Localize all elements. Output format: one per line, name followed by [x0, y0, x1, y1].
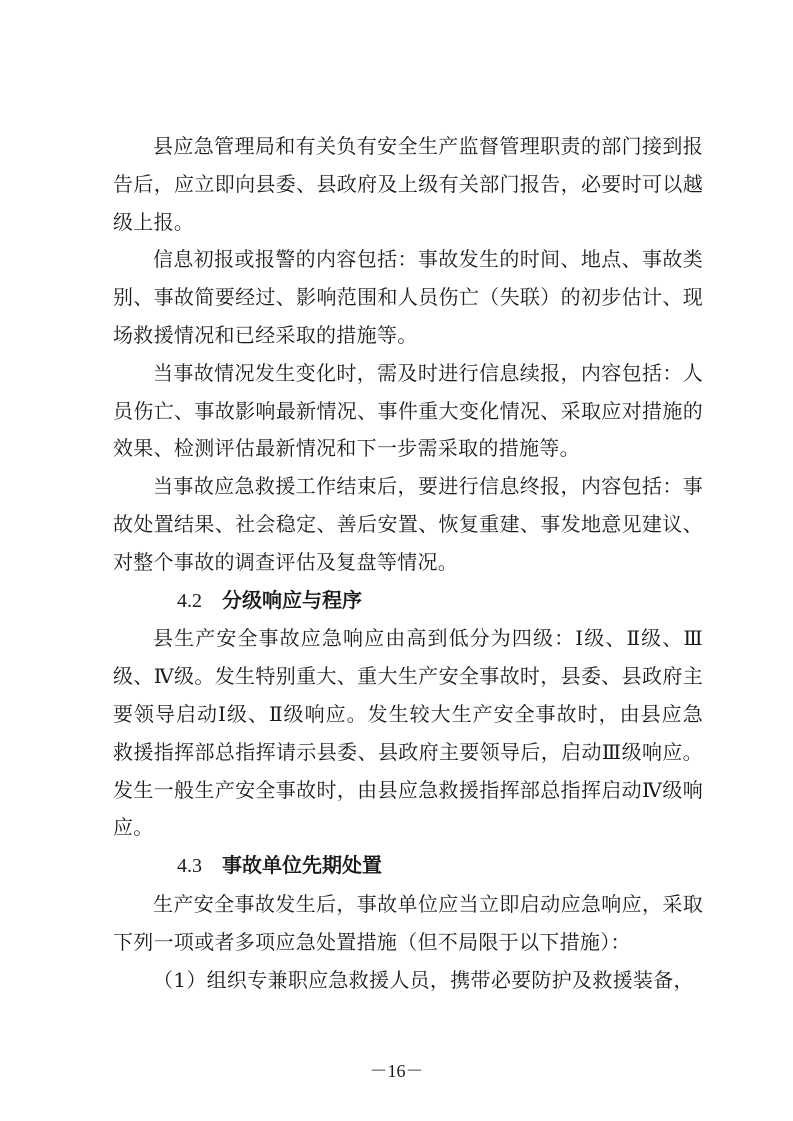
section-number: 4.2 [177, 589, 202, 612]
paragraph-follow-up-report: 当事故情况发生变化时，需及时进行信息续报，内容包括：人员伤亡、事故影响最新情况、事件重大变化情况、采取应对措施的效果、检测评估最新情况和下一步需采取的措施等。 [113, 360, 703, 461]
section-number: 4.3 [177, 855, 202, 878]
paragraph-report-escalation: 县应急管理局和有关负有安全生产监督管理职责的部门接到报告后，应立即向县委、县政府及上级有关部门报告，必要时可以越级上报。 [113, 134, 703, 234]
paragraph-initial-disposal: 生产安全事故发生后，事故单位应当立即启动应急响应，采取下列一项或者多项应急处置措施（但不局限于以下措施）： [113, 891, 703, 954]
section-title: 事故单位先期处置 [222, 853, 382, 878]
page-number: －16－ [369, 1061, 424, 1081]
section-heading-4-3 [113, 847, 703, 886]
body-text [113, 128, 703, 999]
section-title: 分级响应与程序 [222, 587, 362, 612]
paragraph-initial-report: 信息初报或报警的内容包括：事故发生的时间、地点、事故类别、事故简要经过、影响范围和人员伤亡（失联）的初步估计、现场救援情况和已经采取的措施等。 [113, 247, 703, 347]
paragraph-final-report: 当事故应急救援工作结束后，要进行信息终报，内容包括：事故处置结果、社会稳定、善后安置、恢复重建、事发地意见建议、对整个事故的调查评估及复盘等情况。 [113, 474, 703, 574]
list-item-1: （1）组织专兼职应急救援人员，携带必要防护及救援装备， [153, 967, 694, 992]
section-heading-4-2 [113, 582, 703, 621]
paragraph-response-levels: 县生产安全事故应急响应由高到低分为四级：Ⅰ级、Ⅱ级、Ⅲ级、Ⅳ级。发生特别重大、重大生产安全事故时，县委、县政府主要领导启动Ⅰ级、Ⅱ级响应。发生较大生产安全事故时，由县应急救援指挥部总指挥请示县委、县政府主要领导后，启动Ⅲ级响应。发生一般生产安全事故时，由县应急救援指挥部总指挥启动Ⅳ级响应。 [113, 626, 703, 840]
